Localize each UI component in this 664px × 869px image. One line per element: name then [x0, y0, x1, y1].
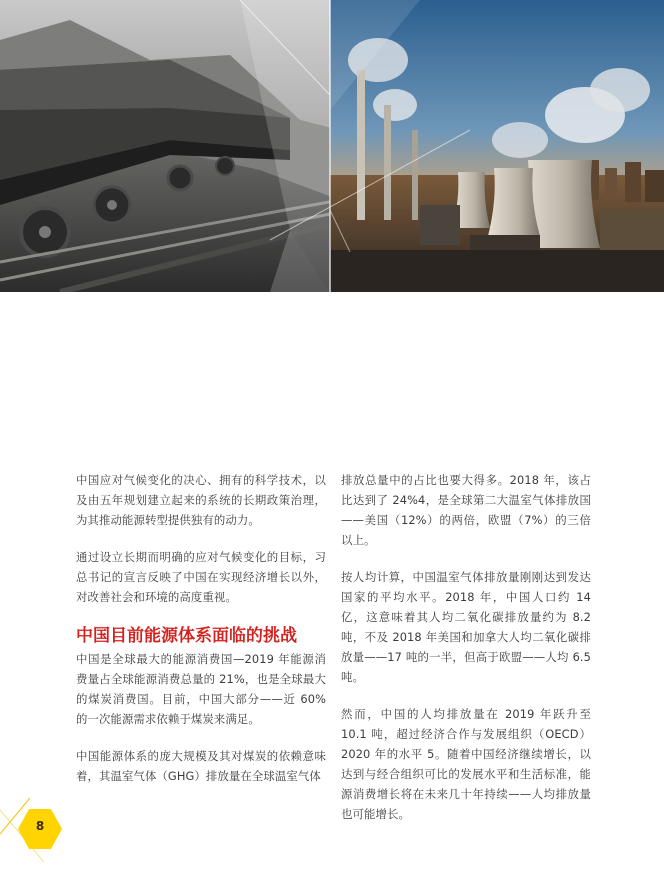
- paragraph: 中国应对气候变化的决心、拥有的科学技术，以及由五年规划建立起来的系统的长期政策治理，为其推动能源转型提供独有的动力。: [76, 473, 326, 527]
- hero-photo: [0, 0, 664, 292]
- paragraph: 中国是全球最大的能源消费国—2019 年能源消费量占全球能源消费总量的 21%，也是全球最大的煤炭消费国。目前，中国大部分——近 60% 的一次能源需求依赖于煤炭来满足。: [76, 652, 326, 726]
- section-heading: 中国目前能源体系面临的挑战: [76, 626, 297, 646]
- paragraph: 通过设立长期而明确的应对气候变化的目标，习总书记的宣言反映了中国在实现经济增长以外，对改善社会和环境的高度重视。: [76, 550, 326, 604]
- left-column: [76, 470, 326, 803]
- page-number: 8: [35, 819, 45, 833]
- paragraph: 中国能源体系的庞大规模及其对煤炭的依赖意味着，其温室气体（GHG）排放量在全球温室气体: [76, 749, 326, 783]
- right-column: [341, 470, 591, 841]
- paragraph: 然而，中国的人均排放量在 2019 年跃升至 10.1 吨，超过经济合作与发展组织（OECD）2020 年的水平 5。随着中国经济继续增长，以达到与经合组织可比的发展水平和生活标准，能源消费增长将在未来几十年持续——人均排放量也可能增长。: [341, 707, 591, 821]
- paragraph: 排放总量中的占比也要大得多。2018 年，该占比达到了 24%4，是全球第二大温室气体排放国——美国（12%）的两倍，欧盟（7%）的三倍以上。: [341, 473, 591, 547]
- paragraph: 按人均计算，中国温室气体排放量刚刚达到发达国家的平均水平。2018 年，中国人口约 14 亿，这意味着其人均二氧化碳排放量约为 8.2 吨，不及 2018 年美国和加拿大人均二氧化碳排放量——17 吨的一半，但高于欧盟——人均 6.5 吨。: [341, 570, 591, 684]
- page-number-badge: [0, 790, 80, 869]
